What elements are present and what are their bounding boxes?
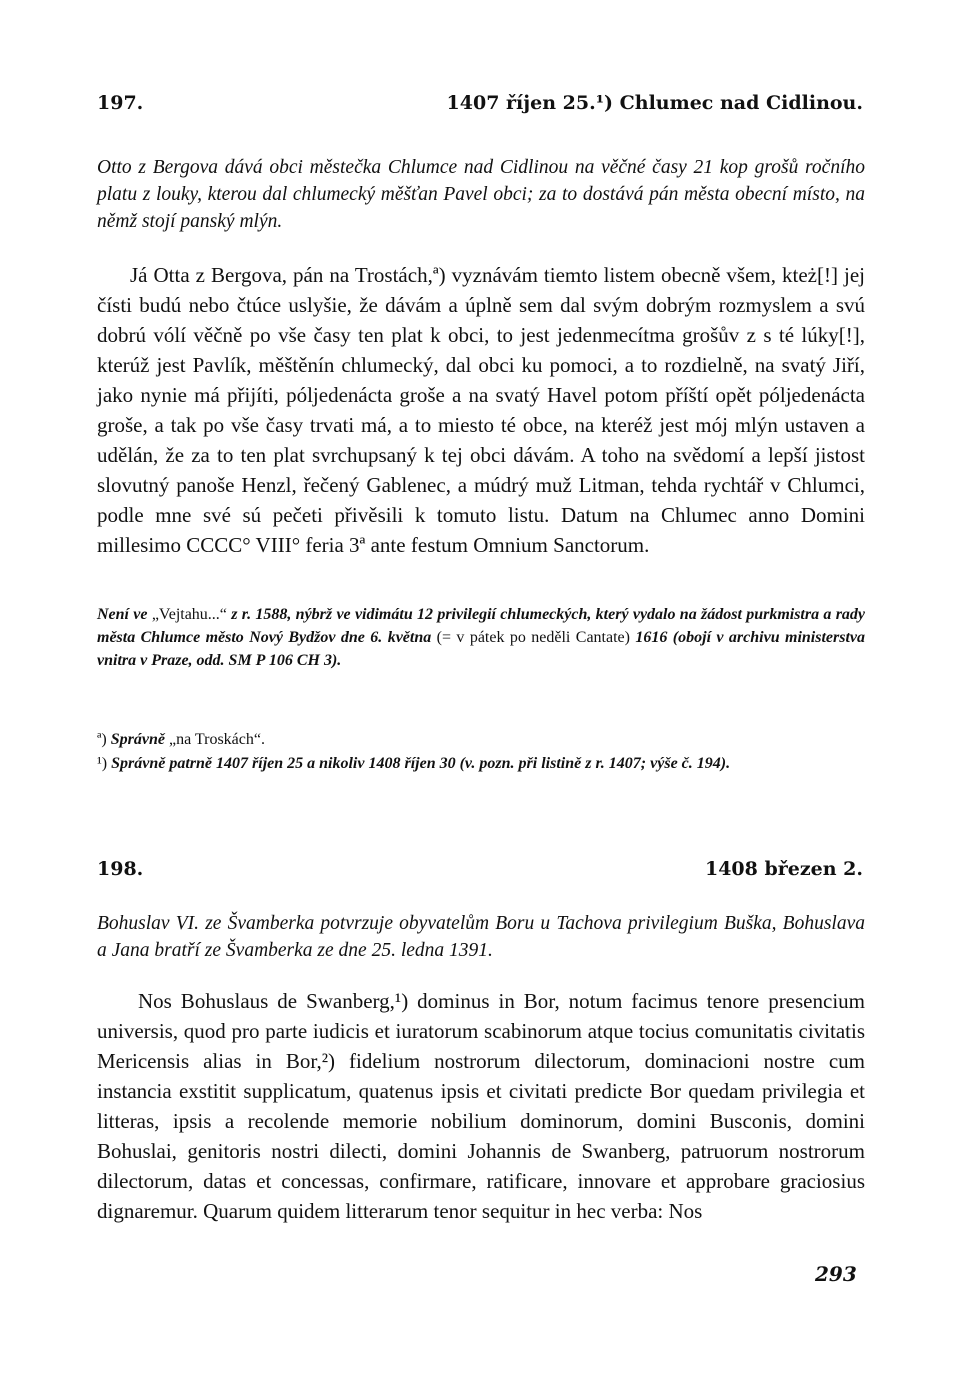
page-number: 293 bbox=[815, 1262, 857, 1286]
footnote-a-italic: Správně bbox=[110, 731, 165, 748]
entry-198-text: Nos Bohuslaus de Swanberg,¹) dominus in Bor, notum facimus tenore presencium universis, quod pro parte iudicis et iuratorum scabinorum atque tocius comunitatis civitatis Mericensis alias in Bor,²) fidelium nostrorum dilectorum, dominacioni nostre cum instancia exstitit supplicatum, quatenus ipsis et civitati predicte Bor quedam privilegia et litteras, ipsis a recolende memorie nobilium dominorum, domini Busconis, domini Bohuslai, genitoris nostri dilecti, domini Johannis de Swanberg, patruorum nostrorum dilectorum, datas et concessas, confirmare, ratificare, innovare et approbare graciosius dignaremur. Quarum quidem litterarum tenor sequitur in hec verba: Nos bbox=[97, 989, 865, 1223]
entry-197-date-place: 1407 říjen 25.¹) Chlumec nad Cidlinou. bbox=[446, 92, 863, 114]
entry-197-number: 197. bbox=[97, 92, 144, 114]
footnote-1 bbox=[97, 752, 865, 775]
entry-197-text: Já Otta z Bergova, pán na Trostách,ª) vyznávám tiemto listem obecně všem, kteż[!] jej čísti budú nebo čtúce uslyšie, že dávám a úplně sem dal svým dobrým rozmyslem a svú dobrú vólí věčně po vše časy ten plat k obci, to jest jedenmecítma grošův z s té lúky[!], kterúž jest Pavlík, měštěnín chlumecký, dal obci ku pomoci, a to rozdielně, na svatý Jiří, jako nynie má přijíti, póljedenácta groše a na svatý Havel potom příští opět póljedenácta groše, a tak po vše časy trvati má, a to miesto té obce, na kteréž jest mój mlýn ustaven a udělán, že za to ten plat svrchupsaný k tej obci dávám. A toho na svědomí a lepší jistost slovutný panoše Henzl, řečený Gablenec, a múdrý muž Litman, tehda rychtář v Chlumci, podle mne své sú pečeti přivěsili k tomuto listu. Datum na Chlumec anno Domini millesimo CCCC° VIII° feria 3ª ante festum Omnium Sanctorum. bbox=[97, 263, 865, 557]
footnote-a-mark: ª) bbox=[97, 731, 107, 748]
entry-197-header bbox=[97, 92, 863, 114]
footnote-1-mark: ¹) bbox=[97, 755, 108, 772]
note-part-2: „Vejtahu...“ bbox=[151, 606, 227, 623]
footnote-a-text: „na Troskách“. bbox=[168, 731, 265, 748]
note-part-5: 1616 (obojí v archivu ministerstva vnitra v Praze, odd. SM P 106 CH 3). bbox=[97, 629, 866, 669]
entry-198-header bbox=[97, 858, 863, 880]
note-part-3: z r. 1588, nýbrž ve vidimátu 12 privilegií chlumeckých, který vydalo na žádost purkmistra a rady města Chlumce město Nový Bydžov dne 6. května bbox=[97, 606, 866, 646]
note-part-4: (= v pátek po neděli Cantate) bbox=[436, 629, 630, 646]
entry-198-summary: Bohuslav VI. ze Švamberka potvrzuje obyvatelům Boru u Tachova privilegium Buška, Bohuslava a Jana bratří ze Švamberka ze dne 25. ledna 1391. bbox=[97, 913, 865, 961]
entry-198-date: 1408 březen 2. bbox=[704, 858, 863, 880]
entry-198-number: 198. bbox=[97, 858, 144, 880]
footnote-1-text: Správně patrně 1407 říjen 25 a nikoliv 1408 říjen 30 (v. pozn. při listině z r. 1407; výše č. 194). bbox=[111, 755, 731, 772]
footnote-a bbox=[97, 728, 865, 751]
entry-197-editorial-note bbox=[97, 603, 865, 672]
entry-197-summary: Otto z Bergova dává obci městečka Chlumce nad Cidlinou na věčné časy 21 kop grošů ročního platu z louky, kterou dal chlumecký měšťan Pavel obci; za to dostává pán města obecní místo, na němž stojí panský mlýn. bbox=[97, 157, 865, 232]
note-part-1: Není ve bbox=[97, 606, 148, 623]
